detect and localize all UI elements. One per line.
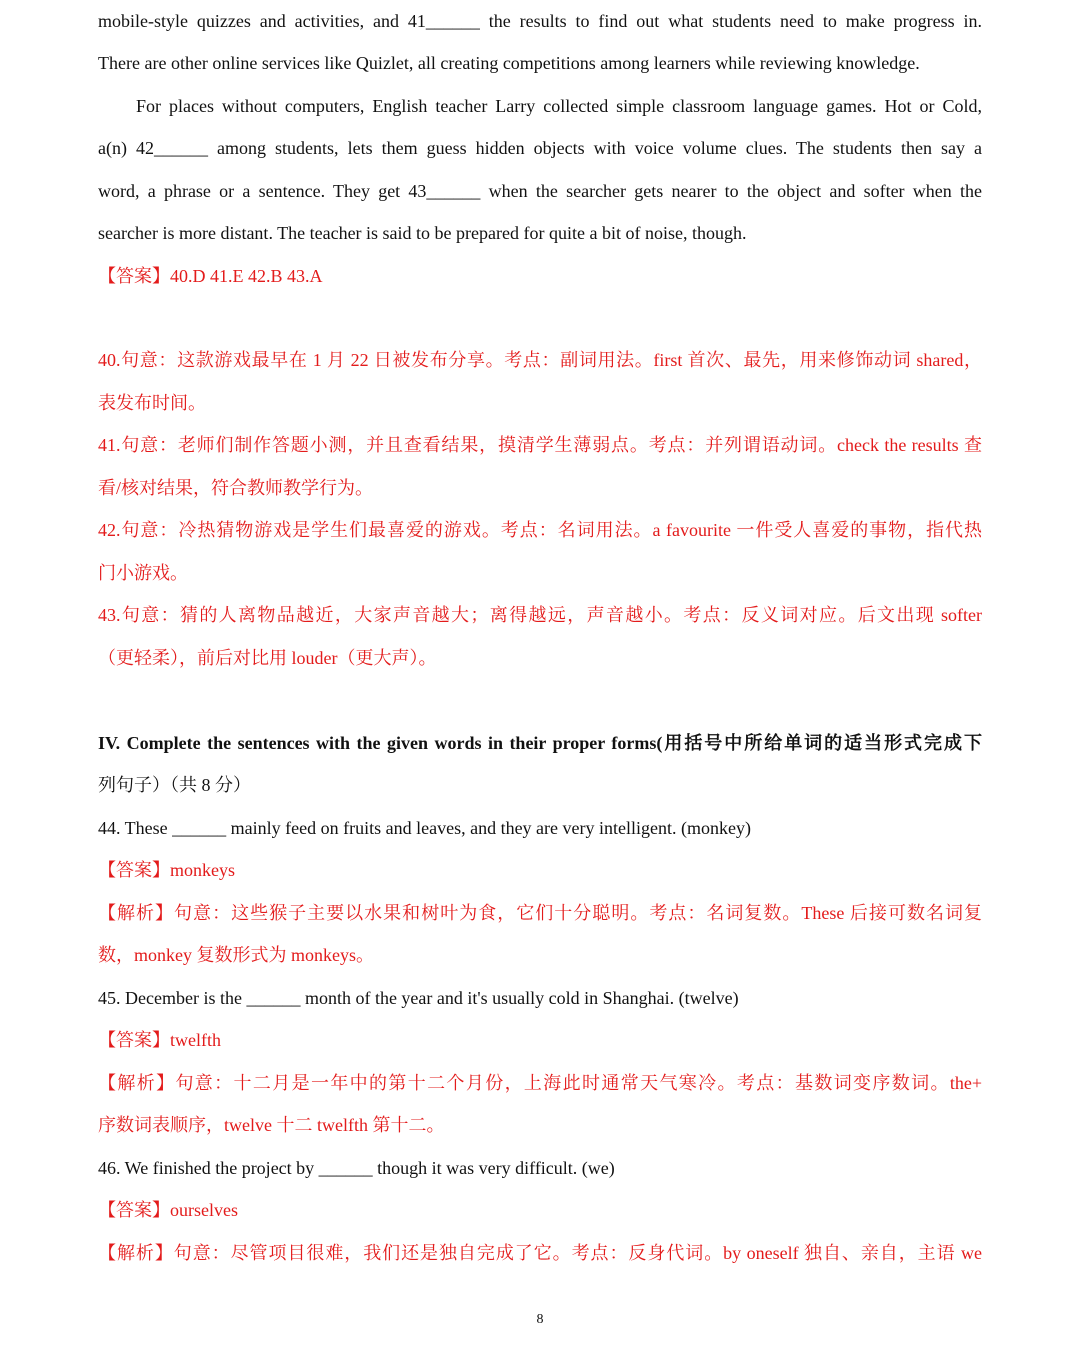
section-heading: IV. Complete the sentences with the given words in their proper forms(用括号中所给单词的适当形式完成下: [98, 733, 982, 753]
answer-45: 【答案】twelfth: [98, 1030, 221, 1050]
question-46: 46. We finished the project by ______ though it was very difficult. (we): [98, 1158, 615, 1178]
passage-line: word, a phrase or a sentence. They get 43______ when the searcher gets nearer to the object and softer when the: [98, 181, 982, 201]
passage-line: There are other online services like Quizlet, all creating competitions among learners while reviewing knowledge.: [98, 53, 920, 73]
answer-44: 【答案】monkeys: [98, 860, 235, 880]
analysis-44: 【解析】句意：这些猴子主要以水果和树叶为食，它们十分聪明。考点：名词复数。These 后接可数名词复: [98, 903, 982, 923]
analysis-46: 【解析】句意：尽管项目很难，我们还是独自完成了它。考点：反身代词。by oneself 独自、亲自，主语 we: [98, 1243, 982, 1263]
question-45: 45. December is the ______ month of the year and it's usually cold in Shanghai. (twelve): [98, 988, 739, 1008]
passage-line: mobile-style quizzes and activities, and 41______ the results to find out what students need to make progress in.: [98, 11, 982, 31]
section-heading-cont: 列句子）（共 8 分）: [98, 775, 251, 795]
explanation-line: 门小游戏。: [98, 563, 188, 583]
explanation-line: 看/核对结果，符合教师教学行为。: [98, 478, 373, 498]
explanation-line: 43.句意：猜的人离物品越近，大家声音越大；离得越远，声音越小。考点：反义词对应。后文出现 softer: [98, 605, 982, 625]
passage-line: searcher is more distant. The teacher is said to be prepared for quite a bit of noise, though.: [98, 223, 747, 243]
answer-line: 【答案】40.D 41.E 42.B 43.A: [98, 266, 323, 286]
analysis-45-cont: 序数词表顺序，twelve 十二 twelfth 第十二。: [98, 1115, 445, 1135]
analysis-45: 【解析】句意：十二月是一年中的第十二个月份，上海此时通常天气寒冷。考点：基数词变序数词。the+: [98, 1073, 982, 1093]
explanation-line: （更轻柔），前后对比用 louder（更大声）。: [98, 648, 437, 668]
question-44: 44. These ______ mainly feed on fruits and leaves, and they are very intelligent. (monkey): [98, 818, 751, 838]
analysis-44-cont: 数，monkey 复数形式为 monkeys。: [98, 945, 374, 965]
explanation-line: 表发布时间。: [98, 393, 206, 413]
explanation-line: 42.句意：冷热猜物游戏是学生们最喜爱的游戏。考点：名词用法。a favourite 一件受人喜爱的事物，指代热: [98, 520, 982, 540]
answer-46: 【答案】ourselves: [98, 1200, 238, 1220]
page-number: 8: [536, 1312, 544, 1327]
explanation-line: 40.句意：这款游戏最早在 1 月 22 日被发布分享。考点：副词用法。first 首次、最先，用来修饰动词 shared，: [98, 350, 982, 370]
passage-line: a(n) 42______ among students, lets them guess hidden objects with voice volume clues. The students then say a: [98, 138, 982, 158]
explanation-line: 41.句意：老师们制作答题小测，并且查看结果，摸清学生薄弱点。考点：并列谓语动词。check the results 查: [98, 435, 982, 455]
passage-line: For places without computers, English teacher Larry collected simple classroom language games. Hot or Cold,: [136, 96, 982, 116]
